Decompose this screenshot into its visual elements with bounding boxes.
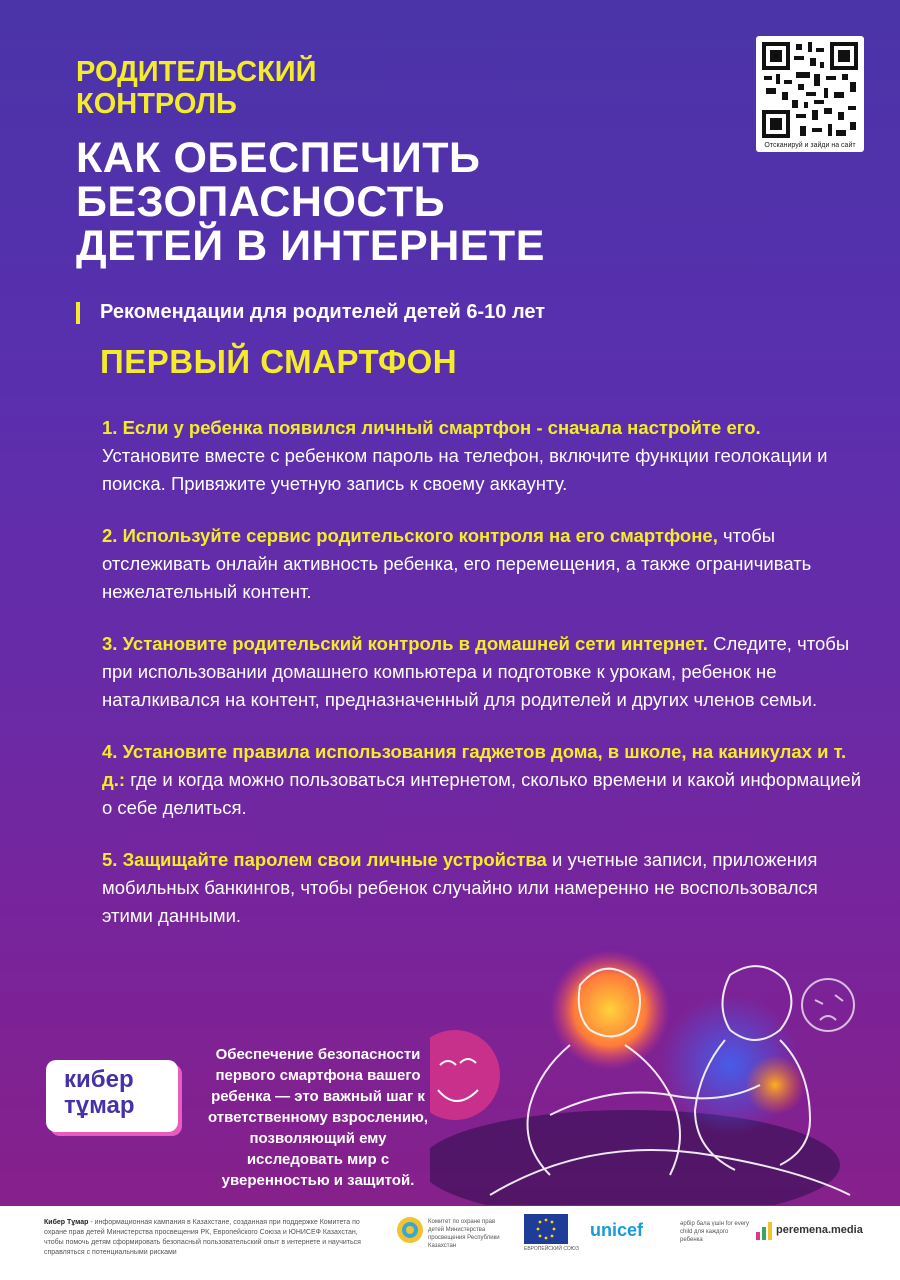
footer-disclaimer [44,1218,364,1258]
disclaimer-name: Кибер Тұмар [44,1219,89,1226]
title-line-2: БЕЗОПАСНОСТЬ [76,178,446,226]
campaign-tag [76,56,317,120]
list-item [102,630,862,714]
logo-line-1: кибер [64,1066,134,1093]
tag-line-2: КОНТРОЛЬ [76,88,237,120]
logo-line-2: тұмар [64,1092,135,1119]
list-item [102,846,862,930]
eu-flag-icon [524,1214,568,1244]
qr-code[interactable] [756,36,864,152]
unicef-tagline: әрбір бала үшін for every child для каждого ребенка [680,1221,750,1243]
list-item [102,414,862,498]
list-item [102,738,862,822]
title-line-1: КАК ОБЕСПЕЧИТЬ [76,134,481,182]
item-lead: 5. Защищайте паролем свои личные устройства [102,849,547,870]
peremena-logo: peremena.media [776,1224,863,1236]
recommendation-list [102,414,862,954]
item-body: чтобы отслеживать онлайн активность ребенка, его перемещения, а также ограничивать нежелательный контент. [102,525,812,602]
footer [0,1206,900,1280]
disclaimer-text: - информационная кампания в Казахстане, созданная при поддержке Комитета по охране прав детей Министерства просвещения РК, Европейского Союза и ЮНИСЕФ Казахстан, чтобы помочь детям сформировать безопасный пользовательский опыт в интернете и научиться справляться с потенциальными рисками [44,1219,361,1256]
tag-line-1: РОДИТЕЛЬСКИЙ [76,56,317,88]
title-line-3: ДЕТЕЙ В ИНТЕРНЕТЕ [76,222,545,270]
peremena-bars-icon [756,1222,772,1240]
qr-pattern-icon [762,42,858,138]
section-title: ПЕРВЫЙ СМАРТФОН [100,343,458,380]
kiber-tumar-logo [46,1056,180,1146]
unicef-logo: unicef [590,1220,644,1240]
subtitle-accent-bar [76,302,80,324]
item-lead: 3. Установите родительский контроль в домашней сети интернет. [102,633,708,654]
subtitle [76,301,545,324]
eu-caption: ЕВРОПЕЙСКИЙ СОЮЗ [524,1246,579,1252]
family-illustration [430,945,900,1205]
side-callout: Обеспечение безопасности первого смартфона вашего ребенка — это важный шаг к ответственному взрослению, позволяющий ему исследовать мир с уверенностью и защитой. [207,1046,429,1189]
item-body: Установите вместе с ребенком пароль на телефон, включите функции геолокации и поиска. Привяжите учетную запись к своему аккаунту. [102,445,828,494]
item-lead: 4. Установите правила использования гаджетов дома, в школе, на каникулах и т. д.: [102,741,847,790]
ministry-logo-text: Комитет по охране прав детей Министерства просвещения Республики Казахстан [428,1219,500,1249]
item-lead: 1. Если у ребенка появился личный смартфон - сначала настройте его. [102,417,761,438]
subtitle-text: Рекомендации для родителей детей 6-10 лет [100,301,546,323]
item-body: где и когда можно пользоваться интернетом, сколько времени и какой информацией о себе делиться. [102,769,862,818]
kazakhstan-emblem-icon [396,1216,424,1244]
list-item [102,522,862,606]
page-title [76,136,545,268]
item-body: Следите, чтобы при использовании домашнего компьютера и подготовке к урокам, ребенок не наталкивался на контент, предназначенный для родителей и других членов семьи. [102,633,850,710]
item-lead: 2. Используйте сервис родительского контроля на его смартфоне, [102,525,718,546]
qr-caption: Отсканируй и зайди на сайт [764,142,856,149]
item-body: и учетные записи, приложения мобильных банкингов, чтобы ребенок случайно или намеренно не воспользовался этими данными. [102,849,818,926]
